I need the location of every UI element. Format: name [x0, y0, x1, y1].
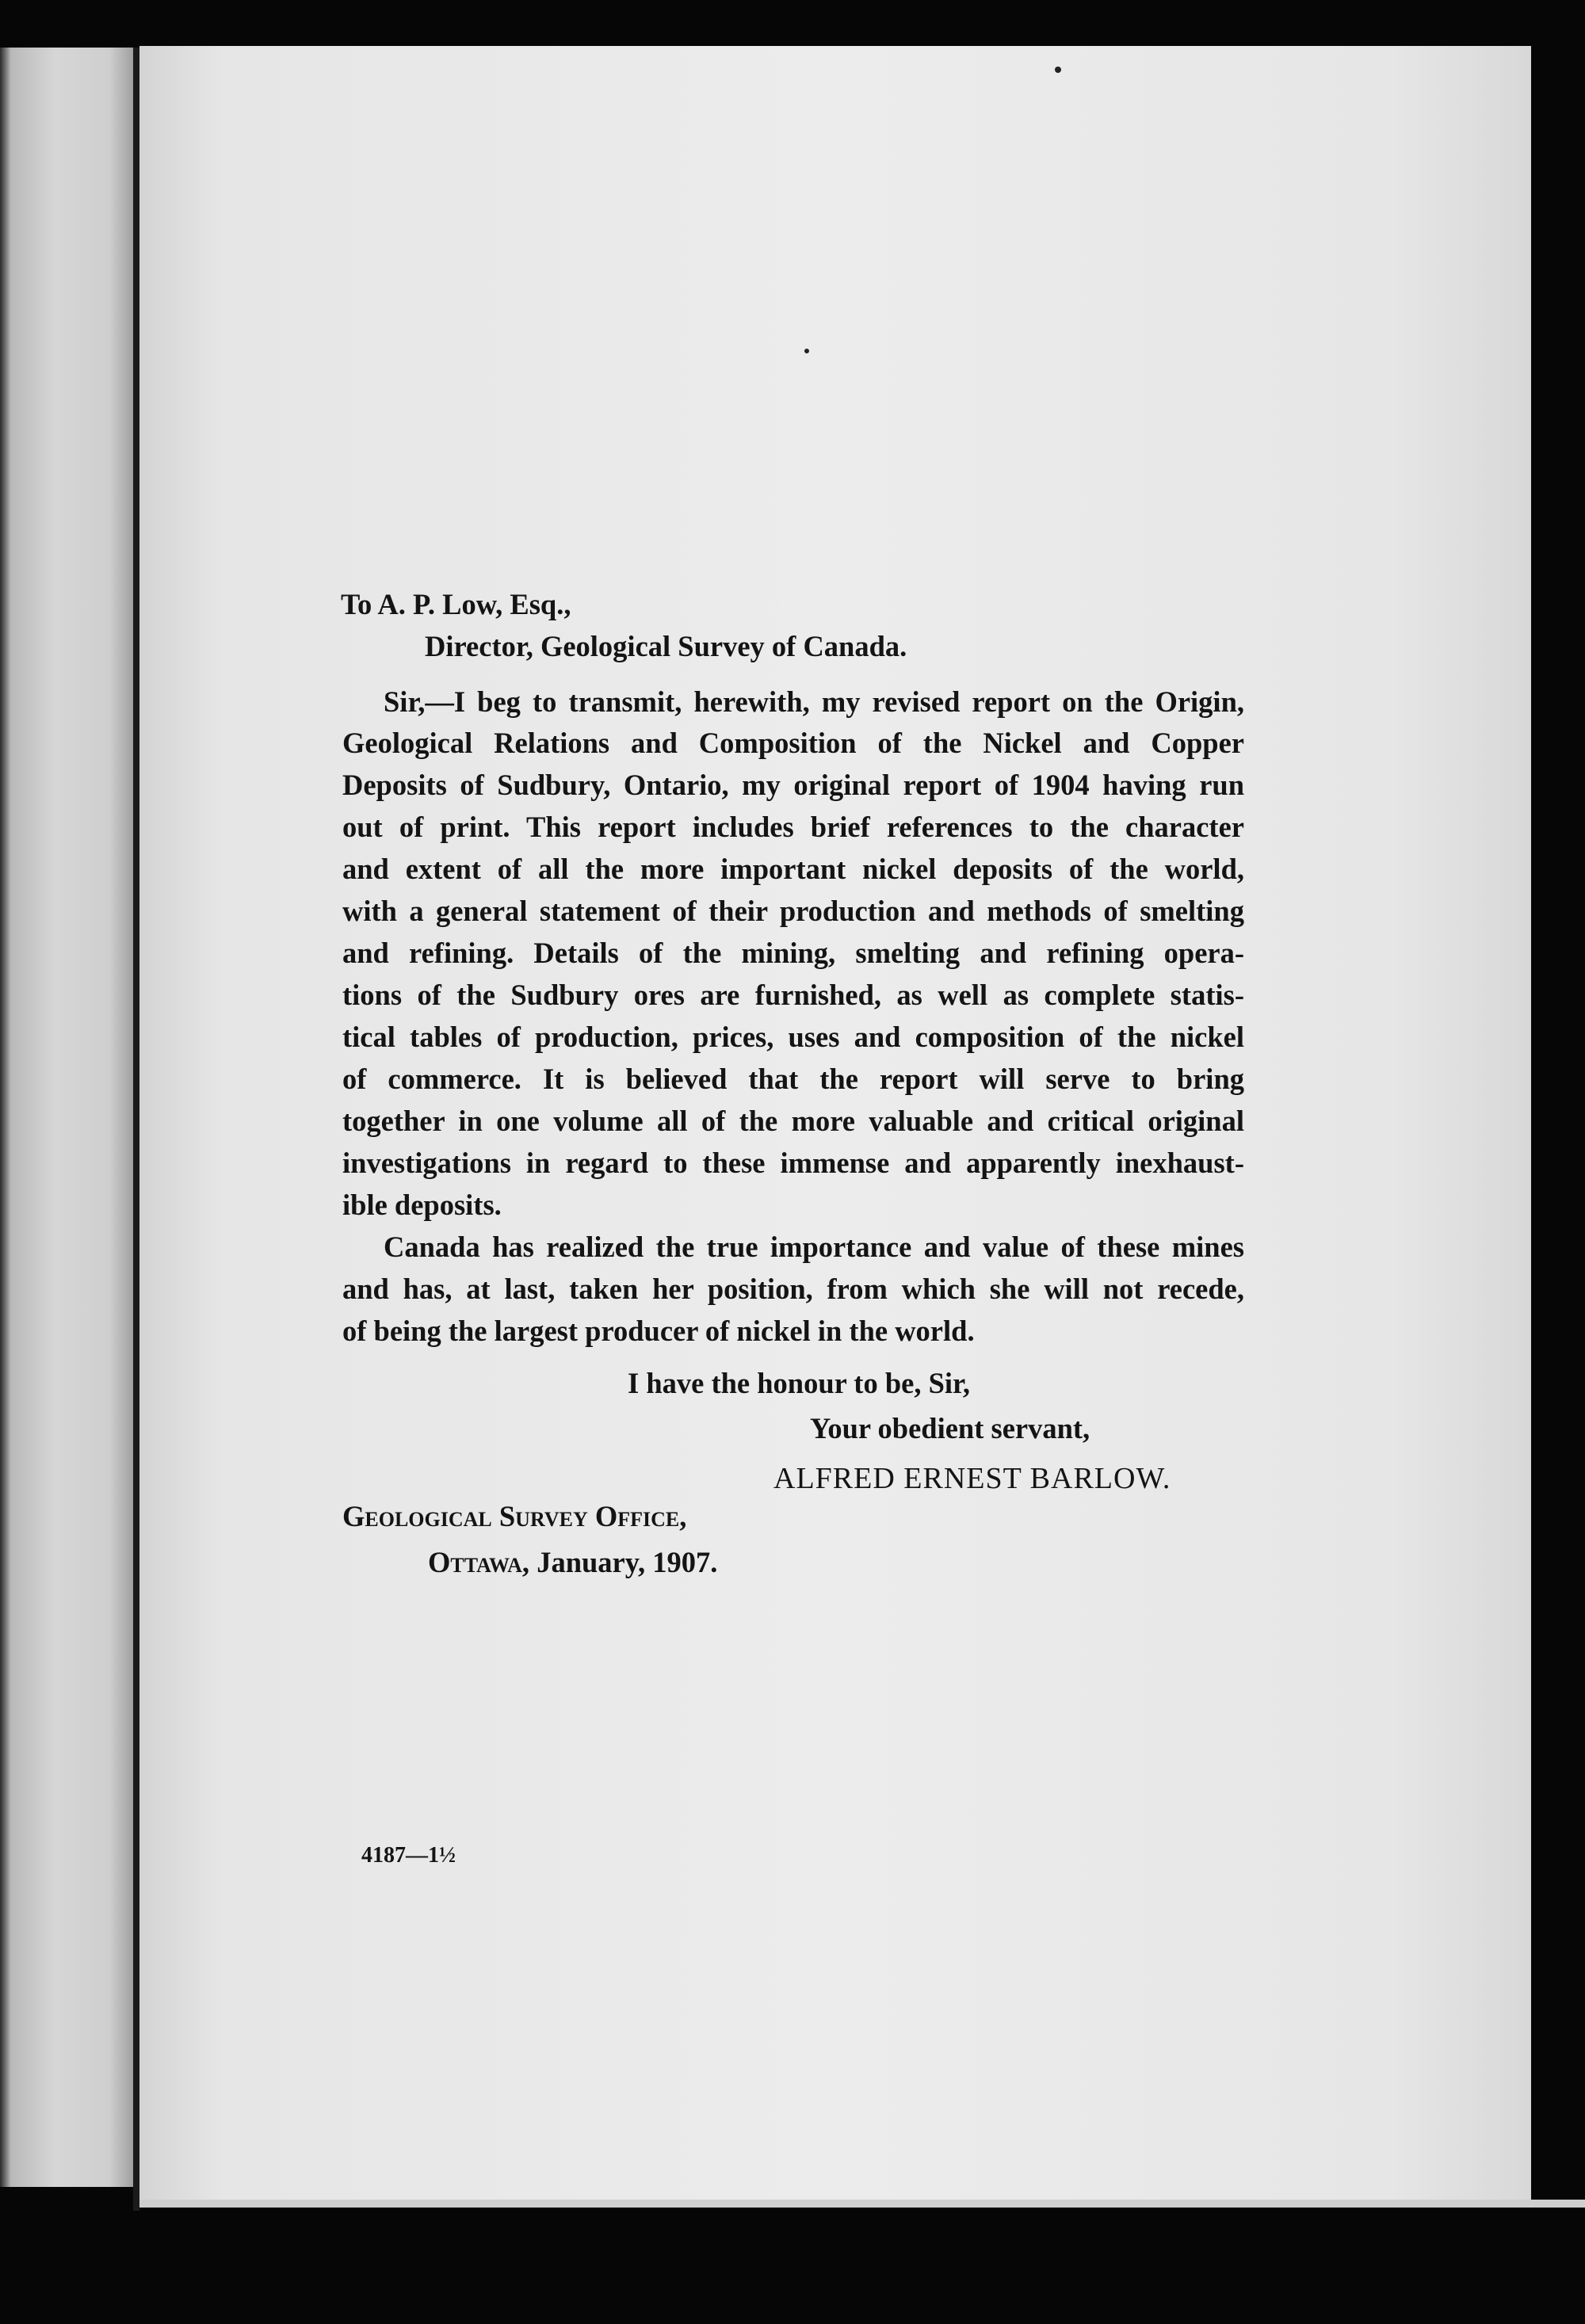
paragraph-1-line: ible deposits.	[342, 1189, 502, 1221]
paragraph-2-line: of being the largest producer of nickel in the world.	[342, 1315, 975, 1347]
paragraph-1-line: and extent of all the more important nickel deposits of the world,	[342, 853, 1244, 885]
paragraph-1-line: of commerce. It is believed that the report will serve to bring	[342, 1063, 1244, 1095]
speck-mark	[804, 349, 809, 353]
paragraph-1-line: together in one volume all of the more valuable and critical original	[342, 1105, 1244, 1137]
paragraph-1-line: Deposits of Sudbury, Ontario, my original report of 1904 having run	[342, 769, 1244, 801]
paragraph-1-line: investigations in regard to these immense and apparently inexhaust-	[342, 1147, 1244, 1179]
binding-gutter	[133, 48, 139, 2211]
signature-name: ALFRED ERNEST BARLOW.	[773, 1462, 1171, 1495]
speck-mark	[1055, 67, 1061, 73]
adjacent-page-edge	[0, 48, 136, 2187]
paragraph-1-line: with a general statement of their production and methods of smelting	[342, 895, 1244, 927]
paragraph-1-line: tions of the Sudbury ores are furnished, as well as complete statis-	[342, 979, 1244, 1011]
paragraph-2-line: Canada has realized the true importance and value of these mines	[384, 1231, 1244, 1263]
addressee-line-2: Director, Geological Survey of Canada.	[425, 630, 907, 662]
addressee-line-1: To A. P. Low, Esq.,	[341, 588, 571, 620]
closing-salutation: I have the honour to be, Sir,	[628, 1367, 970, 1399]
office-line-2	[428, 1548, 717, 1578]
office-date: January, 1907.	[537, 1546, 718, 1578]
paragraph-1-line: out of print. This report includes brief references to the character	[342, 811, 1244, 843]
paragraph-1-line: tical tables of production, prices, uses and composition of the nickel	[342, 1021, 1244, 1053]
paragraph-2-line: and has, at last, taken her position, from which she will not recede,	[342, 1273, 1244, 1305]
paragraph-1-line: and refining. Details of the mining, smelting and refining opera-	[342, 937, 1244, 969]
paragraph-1-line: Sir,—I beg to transmit, herewith, my revised report on the Origin,	[384, 685, 1244, 718]
closing-servant: Your obedient servant,	[810, 1412, 1090, 1444]
printer-signature-mark: 4187—1½	[361, 1843, 456, 1868]
paragraph-1-line: Geological Relations and Composition of the Nickel and Copper	[342, 727, 1244, 759]
office-line-1: Geological Survey Office,	[342, 1500, 687, 1532]
paper-bottom-edge	[139, 2200, 1585, 2208]
office-place: Ottawa,	[428, 1546, 530, 1578]
